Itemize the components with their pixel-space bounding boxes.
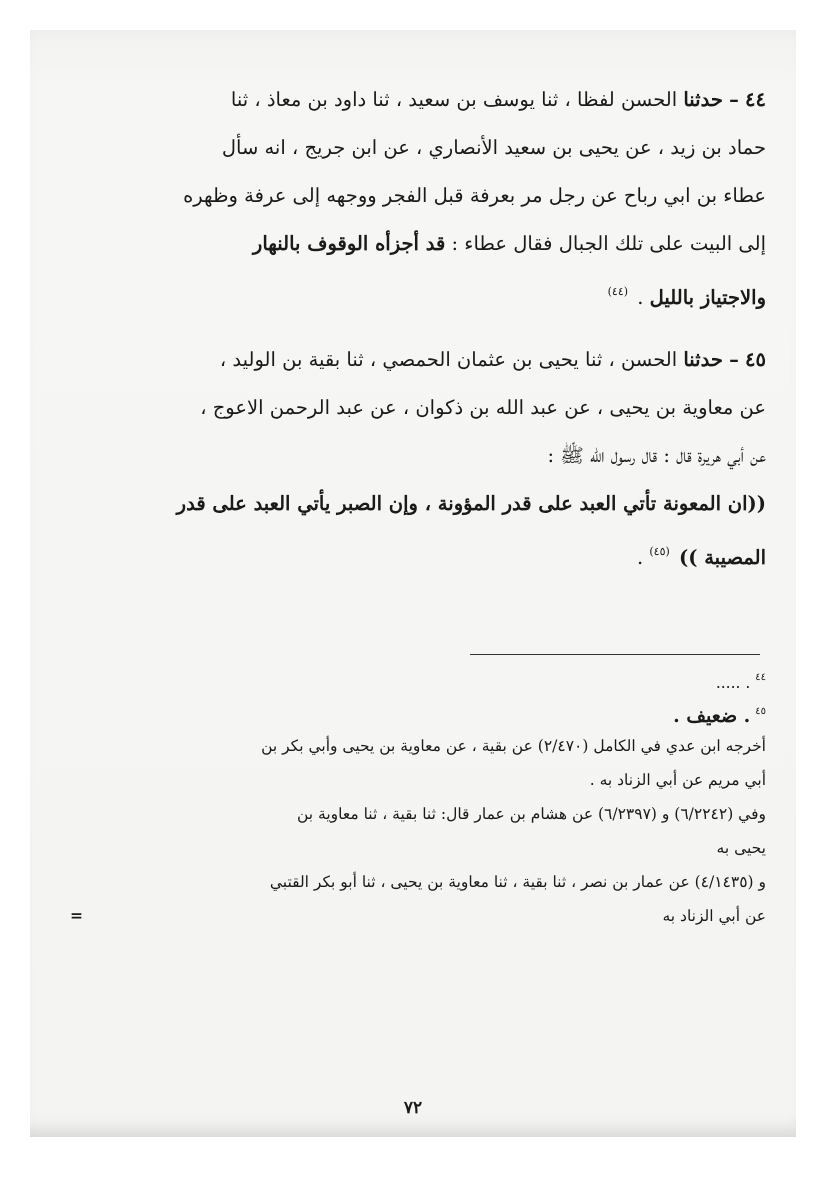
hadith-45-line-4: [70, 480, 766, 528]
page-number: ٧٢: [403, 1098, 423, 1118]
hadith-45-line-5: المصيبة )) $^{(٤٥)}$ .: [636, 545, 766, 569]
footnote-line: أخرجه ابن عدي في الكامل (٢/٤٧٠) عن بقية ، عن معاوية بن يحيى وأبي بكر بن: [261, 737, 766, 755]
footnote-line: يحيى به: [716, 839, 766, 857]
narration-lead: حدثنا: [683, 348, 723, 371]
hadith-matn: والاجتياز بالليل: [649, 286, 766, 309]
hadith-44-line-3: عطاء بن ابي رباح عن رجل مر بعرفة قبل الفجر ووجهه إلى عرفة وظهره: [183, 184, 766, 207]
footnote-line: أبي مريم عن أبي الزناد به .: [589, 771, 766, 789]
footnote-line-last: عن أبي الزناد به =: [70, 899, 766, 933]
main-text: [70, 76, 766, 576]
footnote-line: و (٤/١٤٣٥) عن عمار بن نصر ، ثنا بقية ، ثنا معاوية بن يحيى ، ثنا أبو بكر القتبي: [269, 873, 766, 891]
footnote-divider: [470, 654, 760, 655]
narration-lead: حدثنا: [683, 88, 723, 111]
footnote-line: وفي (٦/٢٢٤٢) و (٦/٢٣٩٧) عن هشام بن عمار قال: ثنا بقية ، ثنا معاوية بن: [296, 805, 766, 823]
hadith-number: ٤٤: [745, 88, 766, 111]
hadith-44-line-1: ٤٤ – حدثنا الحسن لفظا ، ثنا يوسف بن سعيد ، ثنا داود بن معاذ ، ثنا: [230, 88, 766, 111]
hadith-45-line-1: ٤٥ – حدثنا الحسن ، ثنا يحيى بن عثمان الحمصي ، ثنا بقية بن الوليد ،: [219, 348, 766, 371]
hadith-44-line-2: حماد بن زيد ، عن يحيى بن سعيد الأنصاري ، عن ابن جريج ، انه سأل: [221, 136, 766, 159]
hadith-45-line-3: عن أبي هريرة قال : قال رسول الله ﷺ :: [547, 444, 766, 467]
footnote-45-header: $^{٤٥}$ . ضعيف .: [673, 705, 766, 727]
hadith-44-line-4: إلى البيت على تلك الجبال فقال عطاء : قد أجزأه الوقوف بالنهار: [252, 232, 766, 255]
page-sheet: [30, 30, 796, 1137]
hadith-grade: . ضعيف .: [673, 705, 751, 727]
hadith-matn: المصيبة )): [678, 546, 766, 569]
hadith-matn: قد أجزأه الوقوف بالنهار: [252, 232, 446, 255]
hadith-44-line-5: والاجتياز بالليل . $^{(٤٤)}$: [607, 285, 766, 309]
hadith-45-line-2: عن معاوية بن يحيى ، عن عبد الله بن ذكوان ، عن عبد الرحمن الاعوج ،: [200, 396, 766, 419]
footnote-ref-45: (٤٥): [649, 545, 670, 558]
hadith-matn: ((ان المعونة تأتي العبد على قدر المؤونة ، وإن الصبر يأتي العبد على قدر: [176, 492, 766, 515]
footnotes-section: [70, 654, 766, 933]
hadith-number: ٤٥: [745, 348, 766, 371]
continuation-mark: =: [70, 906, 83, 925]
footnote-ref-44: (٤٤): [607, 285, 629, 298]
footnote-44: $^{٤٤}$ . .....: [715, 672, 766, 692]
